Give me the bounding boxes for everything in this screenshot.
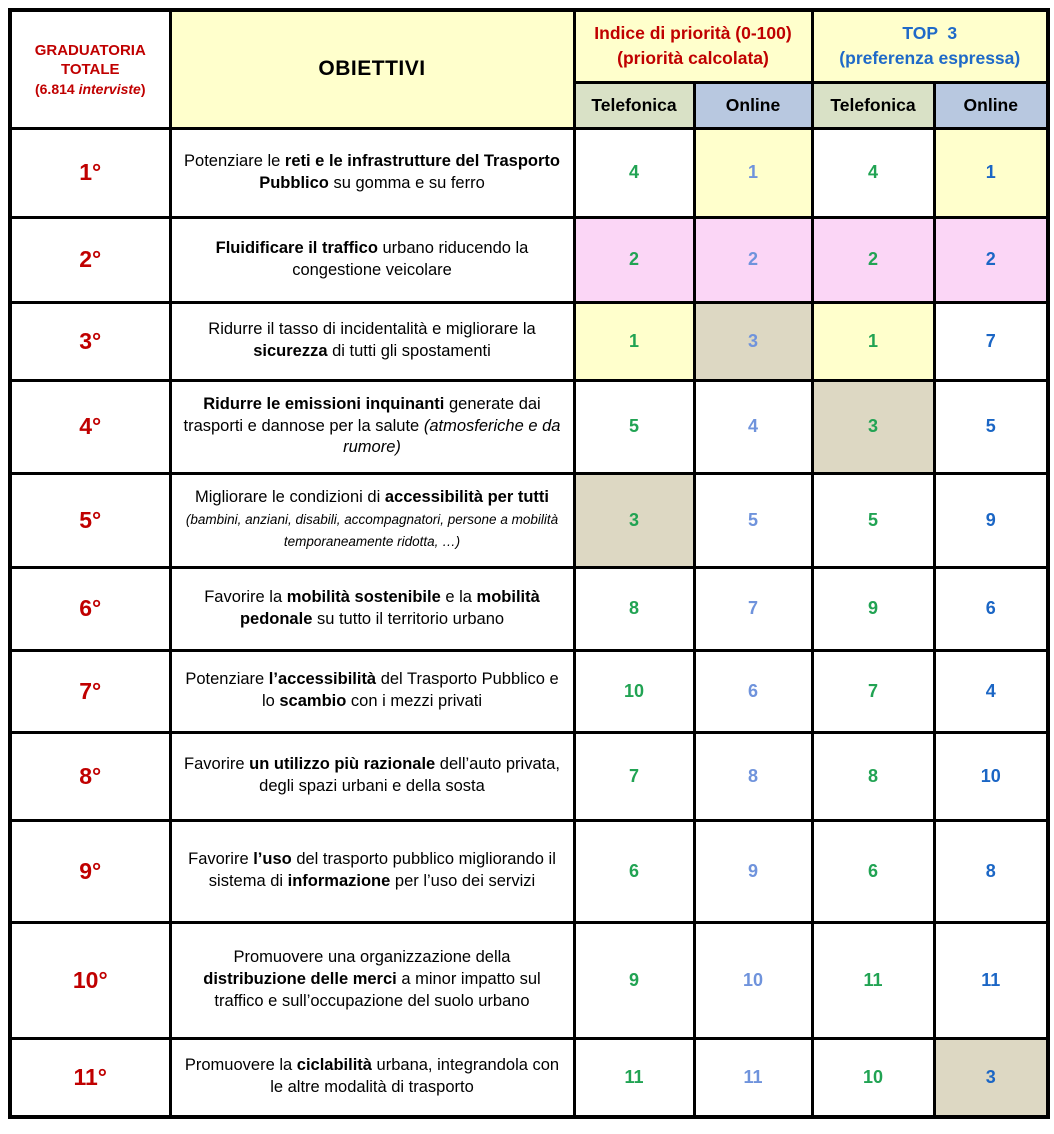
table-row	[10, 380, 1048, 473]
value-cell: 1	[812, 302, 934, 380]
value-cell: 10	[812, 1038, 934, 1117]
indice-line2: (priorità calcolata)	[617, 48, 769, 69]
text-segment: e la	[440, 587, 477, 606]
rank-cell: 9°	[10, 820, 170, 922]
text-segment: reti e le infrastrutture del Trasporto Pubblico	[259, 151, 560, 192]
table-row	[10, 732, 1048, 820]
text-segment: interviste	[78, 80, 141, 97]
text-segment: urbana, integrandola con le altre modalità di trasporto	[270, 1056, 560, 1097]
graduatoria-line1: GRADUATORIA	[34, 41, 146, 59]
value-cell: 6	[934, 567, 1048, 650]
text-segment: del Trasporto Pubblico e lo	[261, 670, 559, 710]
text-segment: ciclabilità	[296, 1056, 372, 1075]
value-cell: 3	[812, 380, 934, 473]
header-top3	[812, 10, 1048, 82]
value-cell: 8	[812, 732, 934, 820]
rank-cell: 1°	[10, 128, 170, 217]
text-segment: l’accessibilità	[268, 670, 377, 689]
value-cell: 3	[694, 302, 812, 380]
text-segment: con i mezzi privati	[346, 692, 483, 710]
indice-line1: Indice di priorità (0-100)	[594, 22, 792, 43]
text-segment: dell’auto privata, degli spazi urbani e della sosta	[259, 755, 560, 795]
value-cell: 5	[574, 380, 694, 473]
value-cell: 7	[694, 567, 812, 650]
value-cell: 6	[574, 820, 694, 922]
objective-cell	[170, 302, 574, 380]
value-cell: 1	[574, 302, 694, 380]
text-segment: Potenziare le	[184, 151, 285, 170]
text-segment: Fluidificare il traffico	[215, 238, 378, 257]
rank-cell: 4°	[10, 380, 170, 473]
text-segment: Promuovere una organizzazione della	[233, 948, 511, 967]
text-segment: per l’uso dei servizi	[390, 872, 536, 890]
text-segment: mobilità sostenibile	[286, 587, 441, 606]
subheader-top-telefonica: Telefonica	[812, 82, 934, 128]
table-row	[10, 567, 1048, 650]
value-cell: 4	[934, 650, 1048, 732]
value-cell: 2	[812, 217, 934, 302]
value-cell: 6	[694, 650, 812, 732]
text-segment: un utilizzo più razionale	[249, 755, 436, 774]
top3-line1: TOP 3	[902, 22, 958, 43]
text-segment: (6.814	[34, 80, 79, 97]
value-cell: 11	[934, 922, 1048, 1038]
text-segment: su gomma e su ferro	[328, 173, 485, 192]
text-segment: (bambini, anziani, disabili, accompagnatori, persone a mobilità temporaneamente ridotta, …)	[185, 512, 559, 549]
objective-cell	[170, 820, 574, 922]
value-cell: 7	[574, 732, 694, 820]
rank-cell: 7°	[10, 650, 170, 732]
value-cell: 2	[574, 217, 694, 302]
value-cell: 5	[694, 473, 812, 567]
text-segment: Favorire	[188, 850, 254, 869]
subheader-top-online: Online	[934, 82, 1048, 128]
value-cell: 11	[812, 922, 934, 1038]
table-row	[10, 128, 1048, 217]
top3-line2: (preferenza espressa)	[839, 48, 1021, 69]
table-row	[10, 217, 1048, 302]
objective-cell	[170, 1038, 574, 1117]
value-cell: 3	[934, 1038, 1048, 1117]
value-cell: 6	[812, 820, 934, 922]
table-row	[10, 922, 1048, 1038]
objective-cell	[170, 567, 574, 650]
value-cell: 9	[694, 820, 812, 922]
rank-cell: 8°	[10, 732, 170, 820]
value-cell: 11	[574, 1038, 694, 1117]
header-obiettivi: OBIETTIVI	[170, 10, 574, 128]
text-segment: Migliorare le condizioni di	[195, 488, 385, 507]
value-cell: 9	[574, 922, 694, 1038]
value-cell: 4	[574, 128, 694, 217]
value-cell: 1	[694, 128, 812, 217]
table-row	[10, 650, 1048, 732]
value-cell: 2	[934, 217, 1048, 302]
value-cell: 5	[934, 380, 1048, 473]
text-segment: (atmosferiche e da rumore)	[343, 416, 561, 457]
rank-cell: 3°	[10, 302, 170, 380]
text-segment: mobilità pedonale	[239, 587, 540, 628]
text-segment: urbano riducendo la congestione veicolare	[292, 238, 529, 279]
value-cell: 11	[694, 1038, 812, 1117]
table-row	[10, 302, 1048, 380]
text-segment: su tutto il territorio urbano	[312, 609, 505, 628]
value-cell: 7	[934, 302, 1048, 380]
rank-cell: 2°	[10, 217, 170, 302]
value-cell: 10	[694, 922, 812, 1038]
objective-cell	[170, 650, 574, 732]
rank-cell: 6°	[10, 567, 170, 650]
value-cell: 4	[694, 380, 812, 473]
text-segment: Promuovere la	[184, 1056, 297, 1075]
rank-cell: 5°	[10, 473, 170, 567]
text-segment: del trasporto pubblico migliorando il sistema di	[208, 850, 556, 890]
text-segment: a minor impatto sul traffico e sull’occupazione del suolo urbano	[214, 970, 541, 1010]
value-cell: 4	[812, 128, 934, 217]
objective-cell	[170, 380, 574, 473]
text-segment: scambio	[279, 692, 347, 710]
text-segment: informazione	[287, 872, 391, 890]
value-cell: 8	[574, 567, 694, 650]
objective-cell	[170, 128, 574, 217]
value-cell: 5	[812, 473, 934, 567]
text-segment: l’uso	[253, 850, 292, 869]
value-cell: 10	[934, 732, 1048, 820]
text-segment: )	[140, 80, 146, 97]
objective-cell	[170, 473, 574, 567]
table-row	[10, 820, 1048, 922]
header-graduatoria-totale	[10, 10, 170, 128]
graduatoria-interviews-note	[18, 80, 163, 98]
value-cell: 8	[694, 732, 812, 820]
text-segment: Favorire	[184, 755, 250, 774]
table-row	[10, 473, 1048, 567]
value-cell: 10	[574, 650, 694, 732]
value-cell: 9	[934, 473, 1048, 567]
text-segment: distribuzione delle merci	[203, 970, 397, 989]
value-cell: 3	[574, 473, 694, 567]
table-body	[10, 128, 1048, 1117]
objective-cell	[170, 217, 574, 302]
subheader-indice-telefonica: Telefonica	[574, 82, 694, 128]
graduatoria-line2: TOTALE	[60, 61, 120, 79]
value-cell: 8	[934, 820, 1048, 922]
value-cell: 7	[812, 650, 934, 732]
text-segment: Ridurre le emissioni inquinanti	[203, 394, 445, 413]
header-indice-di-priorita	[574, 10, 812, 82]
header-group-row	[10, 10, 1048, 82]
text-segment: Favorire la	[204, 587, 287, 606]
value-cell: 2	[694, 217, 812, 302]
objective-cell	[170, 732, 574, 820]
subheader-indice-online: Online	[694, 82, 812, 128]
text-segment: accessibilità per tutti	[384, 488, 549, 507]
text-segment: Ridurre il tasso di incidentalità e migliorare la	[208, 320, 536, 339]
objective-cell	[170, 922, 574, 1038]
table-row	[10, 1038, 1048, 1117]
text-segment: generate dai trasporti e dannose per la salute	[183, 394, 541, 435]
priority-ranking-table	[8, 8, 1050, 1119]
text-segment: Potenziare	[185, 670, 269, 689]
text-segment: sicurezza	[253, 342, 328, 360]
text-segment: di tutti gli spostamenti	[327, 342, 491, 360]
rank-cell: 11°	[10, 1038, 170, 1117]
rank-cell: 10°	[10, 922, 170, 1038]
value-cell: 9	[812, 567, 934, 650]
value-cell: 1	[934, 128, 1048, 217]
